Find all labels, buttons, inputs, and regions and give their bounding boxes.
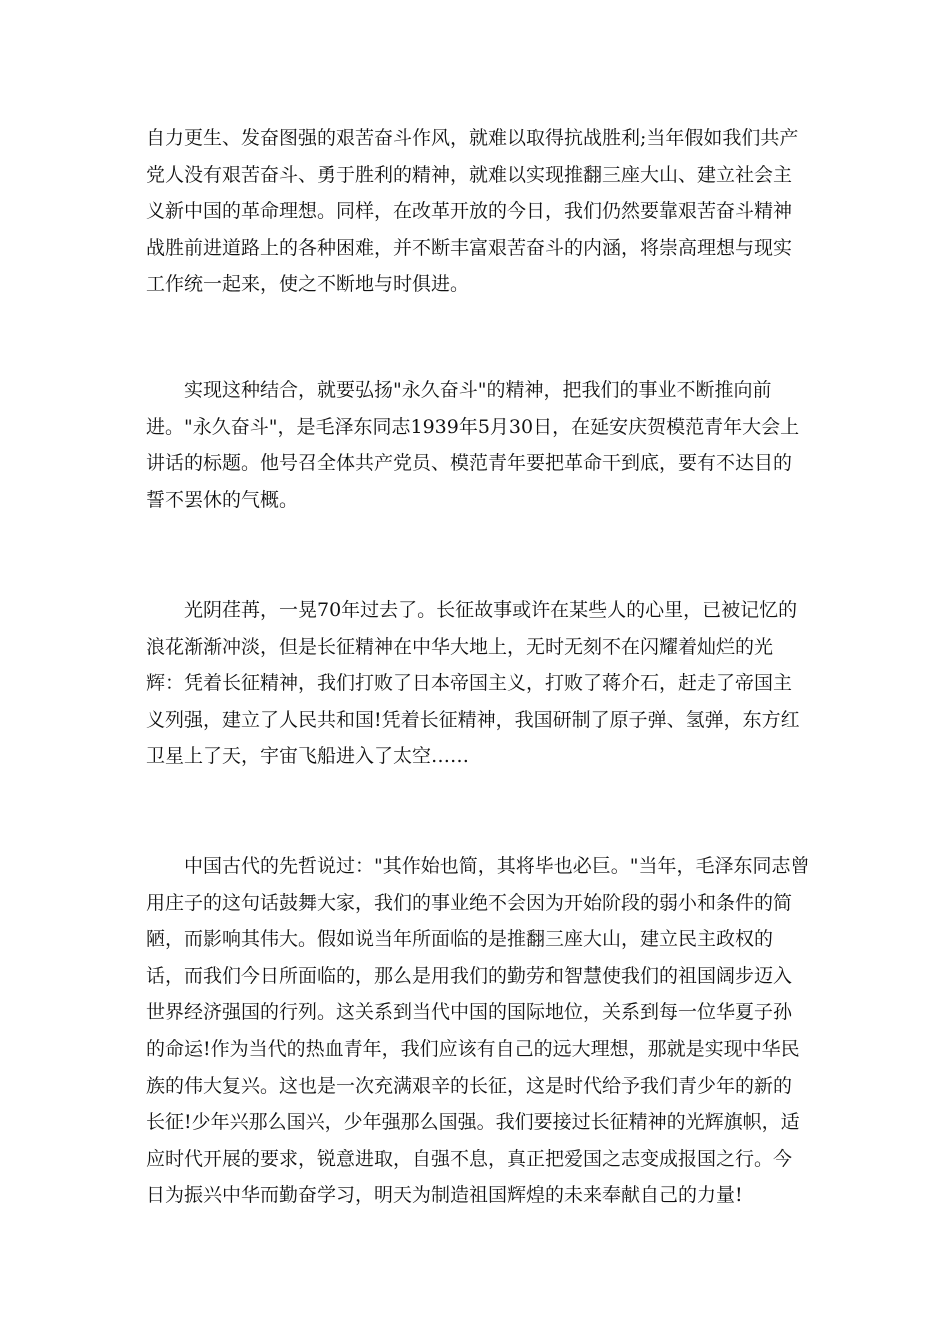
paragraph-1: 自力更生、发奋图强的艰苦奋斗作风，就难以取得抗战胜利;当年假如我们共产党人没有艰苦奋斗、勇于胜利的精神，就难以实现推翻三座大山、建立社会主义新中国的革命理想。同样，在改革开放的今日，我们仍然要靠艰苦奋斗精神战胜前进道路上的各种困难，并不断丰富艰苦奋斗的内涵，将崇高理想与现实工作统一起来，使之不断地与时俱进。	[146, 127, 799, 296]
paragraph-4: 中国古代的先哲说过："其作始也简，其将毕也必巨。"当年，毛泽东同志曾用庄子的这句话鼓舞大家，我们的事业绝不会因为开始阶段的弱小和条件的简陋，而影响其伟大。假如说当年所面临的是推翻三座大山，建立民主政权的话，而我们今日所面临的，那么是用我们的勤劳和智慧使我们的祖国阔步迈入世界经济强国的行列。这关系到当代中国的国际地位，关系到每一位华夏子孙的命运!作为当代的热血青年，我们应该有自己的远大理想，那就是实现中华民族的伟大复兴。这也是一次充满艰辛的长征，这是时代给予我们青少年的新的长征!少年兴那么国兴，少年强那么国强。我们要接过长征精神的光辉旗帜，适应时代开展的要求，锐意进取，自强不息，真正把爱国之志变成报国之行。今日为振兴中华而勤奋学习，明天为制造祖国辉煌的未来奉献自己的力量!	[146, 855, 810, 1207]
paragraph-2: 实现这种结合，就要弘扬"永久奋斗"的精神，把我们的事业不断推向前进。"永久奋斗"，是毛泽东同志1939年5月30日，在延安庆贺模范青年大会上讲话的标题。他号召全体共产党员、模范青年要把革命干到底，要有不达目的誓不罢休的气概。	[146, 379, 800, 511]
paragraph-3: 光阴荏苒，一晃70年过去了。长征故事或许在某些人的心里，已被记忆的浪花渐渐冲淡，但是长征精神在中华大地上，无时无刻不在闪耀着灿烂的光辉：凭着长征精神，我们打败了日本帝国主义，打败了蒋介石，赶走了帝国主义列强，建立了人民共和国!凭着长征精神，我国研制了原子弹、氢弹，东方红卫星上了天，宇宙飞船进入了太空……	[146, 599, 800, 768]
